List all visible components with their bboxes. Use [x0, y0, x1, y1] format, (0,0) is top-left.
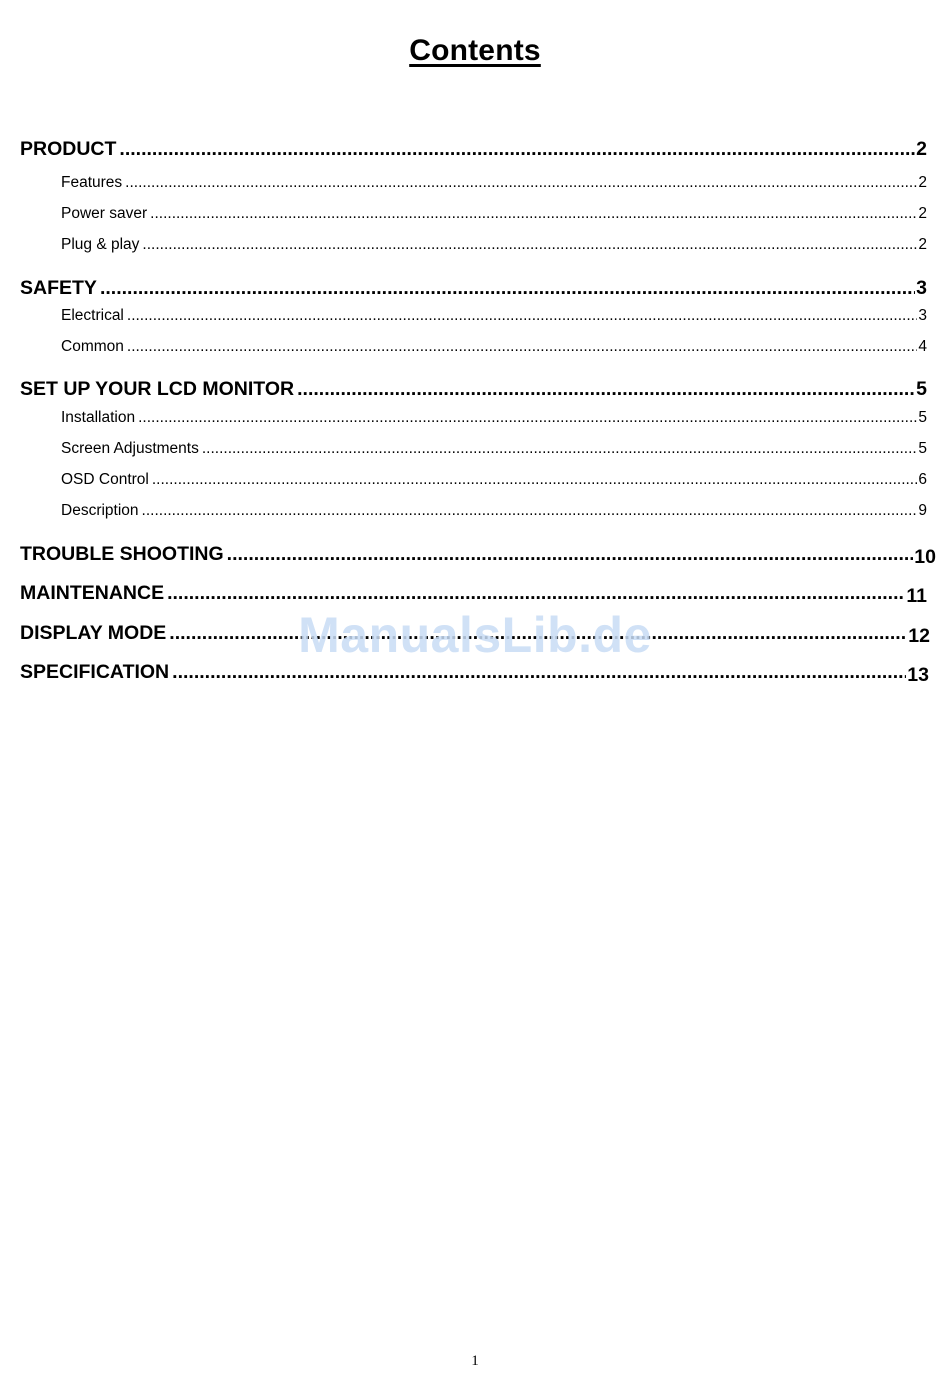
toc-page-number: 5 [918, 409, 927, 426]
toc-dot-leader [119, 138, 915, 161]
toc-dot-leader [138, 409, 917, 427]
toc-entry-trouble-shooting[interactable] [20, 543, 936, 566]
toc-page-number: 12 [908, 625, 930, 645]
toc-entry-label: Power saver [61, 205, 148, 222]
toc-entry-label: Installation [61, 409, 136, 426]
toc-page-number: 11 [906, 585, 927, 605]
toc-entry-label: SPECIFICATION [20, 661, 170, 683]
toc-entry-label: SET UP YOUR LCD MONITOR [20, 378, 295, 400]
toc-entry-description[interactable] [61, 502, 927, 520]
toc-entry-plug-and-play[interactable] [61, 236, 927, 254]
toc-dot-leader [127, 307, 917, 325]
toc-entry-label: SAFETY [20, 277, 97, 299]
toc-entry-label: PRODUCT [20, 138, 117, 160]
toc-entry-electrical[interactable] [61, 307, 927, 325]
toc-page-number: 2 [916, 138, 927, 160]
toc-entry-label: OSD Control [61, 471, 149, 488]
toc-dot-leader [125, 174, 917, 192]
toc-page-number: 2 [918, 205, 927, 222]
toc-dot-leader [172, 661, 906, 684]
toc-entry-label: Features [61, 174, 123, 191]
toc-dot-leader [227, 543, 914, 566]
toc-page-number: 2 [918, 174, 927, 191]
toc-entry-set-up-your-lcd-monitor[interactable] [20, 378, 927, 401]
toc-entry-label: Description [61, 502, 139, 519]
toc-entry-maintenance[interactable] [20, 582, 927, 605]
toc-page-number: 9 [918, 502, 927, 519]
toc-page-number: 2 [918, 236, 927, 253]
toc-dot-leader [150, 205, 917, 223]
toc-entry-label: TROUBLE SHOOTING [20, 543, 224, 565]
toc-page-number: 3 [916, 277, 927, 299]
watermark: ManualsLib.de [298, 607, 652, 663]
toc-entry-label: Common [61, 338, 124, 355]
toc-entry-label: DISPLAY MODE [20, 622, 167, 644]
toc-entry-product[interactable] [20, 138, 927, 161]
toc-entry-label: MAINTENANCE [20, 582, 165, 604]
footer-page-number: 1 [471, 1353, 479, 1369]
toc-page-number: 10 [914, 546, 936, 566]
toc-entry-label: Electrical [61, 307, 124, 324]
toc-dot-leader [152, 471, 918, 489]
toc-page-number: 3 [918, 307, 927, 324]
toc-entry-screen-adjustments[interactable] [61, 440, 927, 458]
toc-dot-leader [142, 502, 918, 520]
page-title: Contents [409, 34, 541, 67]
toc-dot-leader [127, 338, 917, 356]
toc-entry-power-saver[interactable] [61, 205, 927, 223]
toc-entry-features[interactable] [61, 174, 927, 192]
toc-dot-leader [142, 236, 917, 254]
toc-page-number: 6 [918, 471, 927, 488]
toc-page-number: 5 [916, 378, 927, 400]
toc-entry-safety[interactable] [20, 277, 927, 300]
toc-page-number: 13 [907, 664, 929, 684]
toc-entry-specification[interactable] [20, 661, 929, 684]
toc-dot-leader [202, 440, 918, 458]
toc-dot-leader [297, 378, 915, 401]
toc-dot-leader [100, 277, 915, 300]
toc-entry-installation[interactable] [61, 409, 927, 427]
toc-entry-osd-control[interactable] [61, 471, 927, 489]
toc-entry-common[interactable] [61, 338, 927, 356]
toc-page-number: 4 [918, 338, 927, 355]
toc-entry-label: Screen Adjustments [61, 440, 199, 457]
toc-dot-leader [167, 582, 905, 605]
toc-page-number: 5 [918, 440, 927, 457]
toc-entry-label: Plug & play [61, 236, 140, 253]
